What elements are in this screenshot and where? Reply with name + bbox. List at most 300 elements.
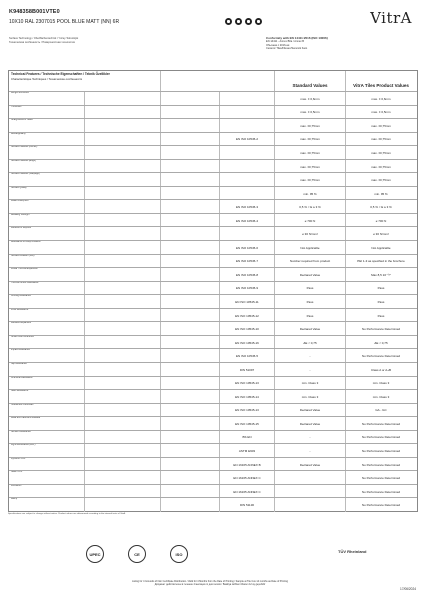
row-value-cell <box>346 282 416 296</box>
row-extra-cell <box>161 295 220 309</box>
row-value: ΔE < 0,75 <box>374 340 388 345</box>
row-label: Breaking Strength <box>11 213 30 216</box>
row-value-cell <box>346 404 416 418</box>
table-row <box>9 389 417 404</box>
row-standard-cell <box>220 322 275 336</box>
row-requirement: max. ± 0,6mm <box>300 96 320 101</box>
row-value: ≥ 700 N <box>375 218 387 223</box>
row-value-cell <box>346 390 416 404</box>
row-value: No Performance Determined <box>361 489 401 494</box>
row-requirement: max. ±0,75mm <box>300 150 320 155</box>
table-row <box>9 294 417 309</box>
row-requirement: 0,5 % < E ≤ 3 % <box>299 205 321 210</box>
row-label-cell <box>9 404 85 418</box>
row-requirement: Declared Value <box>299 272 321 277</box>
row-requirement: max. ±0,75mm <box>300 178 320 183</box>
row-standard <box>220 187 274 201</box>
row-value-cell <box>346 336 416 350</box>
row-req-cell <box>275 214 346 228</box>
row-value-cell <box>346 200 416 214</box>
row-label: Slip Resistance <box>11 362 27 365</box>
row-value: No Performance Determined <box>361 327 401 332</box>
row-label: Surface Quality <box>11 186 27 189</box>
row-extra-cell <box>161 200 220 214</box>
tuv-badge <box>338 549 366 554</box>
row-label: Static COF <box>11 471 23 474</box>
row-req-cell <box>275 255 346 269</box>
table-row <box>9 199 417 214</box>
row-req-cell <box>275 404 346 418</box>
row-value-cell <box>346 146 416 160</box>
row-label-cell <box>9 349 85 363</box>
row-value-cell <box>346 349 416 363</box>
row-value: min. Class 3 <box>372 394 390 399</box>
row-value: Class A or A+B <box>371 367 391 372</box>
row-label-cell <box>9 458 85 472</box>
header-feature-label-2: Characteristique Techniques / Технические особенности <box>11 77 83 81</box>
row-extra-cell <box>161 363 220 377</box>
row-standard-cell <box>220 268 275 282</box>
row-req-cell <box>275 322 346 336</box>
row-standard-cell <box>220 92 275 106</box>
row-label: Surface Flatness (Center) <box>11 146 38 149</box>
row-value: ≥ 30 N/mm² <box>373 232 389 237</box>
certification-line2: Обычная с 2016-ая <box>266 43 290 47</box>
row-value-cell <box>346 295 416 309</box>
row-standard: EN ISO 10545-15 <box>235 421 259 426</box>
row-translation-cell <box>85 431 161 445</box>
row-label: Modulus of Rupture <box>11 227 32 230</box>
row-standard-cell <box>220 390 275 404</box>
subtitle-line-1: Surface Technology / Oberflächentechnik / Yüzey Teknolojisi <box>9 37 79 40</box>
row-label-cell <box>9 431 85 445</box>
row-extra-cell <box>161 241 220 255</box>
row-value: max. ±0,75mm <box>371 150 391 155</box>
row-label-cell <box>9 498 85 512</box>
row-standard <box>220 146 274 160</box>
table-row <box>9 403 417 418</box>
row-standard-cell <box>220 214 275 228</box>
row-req-cell <box>275 282 346 296</box>
row-label-cell <box>9 363 85 377</box>
row-value: No Performance Determined <box>361 476 401 481</box>
row-requirement: min. Class 3 <box>301 381 319 386</box>
row-requirement: ΔE < 0,75 <box>303 340 317 345</box>
row-standard-cell <box>220 241 275 255</box>
row-label: Water Absorption <box>11 200 29 203</box>
row-translation-cell <box>85 200 161 214</box>
row-standard <box>220 92 274 106</box>
product-name: 10X10 RAL 2307015 POOL BLUE MATT (NN) 6R <box>9 19 120 25</box>
row-req-cell <box>275 377 346 391</box>
row-requirement: ≥ 30 N/mm² <box>302 232 318 237</box>
row-label-cell <box>9 214 85 228</box>
row-standard: EN ISO 10545-16 <box>235 340 259 345</box>
table-row <box>9 213 417 228</box>
table-row <box>9 430 417 445</box>
row-requirement: min. 95 % <box>303 191 317 196</box>
row-standard-cell <box>220 309 275 323</box>
row-value-cell <box>346 458 416 472</box>
upec-badge <box>86 545 104 563</box>
row-req-cell <box>275 146 346 160</box>
row-value: max. ±0,75mm <box>371 164 391 169</box>
row-label: Thermal Shock Resistance <box>11 281 39 284</box>
row-label: Pendulum <box>11 484 22 487</box>
iso-badge-mark: ISO <box>170 545 188 563</box>
print-date: 17/06/2024 <box>400 587 416 591</box>
header-feature-cell <box>9 71 161 91</box>
row-requirement: Number required from product <box>289 259 331 264</box>
row-value-cell <box>346 119 416 133</box>
row-standard-cell <box>220 404 275 418</box>
row-value-cell <box>346 377 416 391</box>
row-translation-cell <box>85 404 161 418</box>
row-value: No Performance Determined <box>361 503 401 508</box>
row-standard-cell <box>220 295 275 309</box>
table-row <box>9 145 417 160</box>
row-value-cell <box>346 309 416 323</box>
row-value: Pass <box>377 313 385 318</box>
row-value-cell <box>346 417 416 431</box>
row-extra-cell <box>161 146 220 160</box>
ce-badge <box>128 545 146 563</box>
row-label: Light Reflectance (LRV) <box>11 444 36 447</box>
table-row <box>9 321 417 336</box>
row-value: max. ±0,75mm <box>371 137 391 142</box>
row-requirement: - <box>309 449 311 454</box>
row-standard <box>220 106 274 120</box>
row-value: min. Class 3 <box>372 381 390 386</box>
row-translation-cell <box>85 390 161 404</box>
row-value-cell <box>346 444 416 458</box>
table-row <box>9 159 417 174</box>
row-standard <box>220 227 274 241</box>
row-label-cell <box>9 92 85 106</box>
row-value-cell <box>346 241 416 255</box>
row-translation-cell <box>85 498 161 512</box>
header-product-cell <box>346 71 416 91</box>
row-requirement: max. ± 0,5mm <box>300 110 320 115</box>
row-standard: EN 16165 ANNEX C <box>233 489 261 494</box>
table-header-row <box>9 71 417 91</box>
brand-logo: VitrA <box>370 9 412 27</box>
row-label: Surface Flatness (Warpage) <box>11 173 40 176</box>
row-standard-cell <box>220 377 275 391</box>
row-standard <box>220 119 274 133</box>
row-label: Ramp <box>11 498 18 501</box>
table-row <box>9 226 417 241</box>
row-value-cell <box>346 322 416 336</box>
row-value-cell <box>346 160 416 174</box>
table-row <box>9 497 417 512</box>
row-standard: EN ISO 10545-10 <box>235 327 259 332</box>
row-translation-cell <box>85 214 161 228</box>
row-label: Surface Flatness (Edge) <box>11 159 36 162</box>
row-translation-cell <box>85 458 161 472</box>
row-label: Chemical Resistance <box>11 376 33 379</box>
certification-line3: Ceramic Tiles/Fliesen/Seramik Karo <box>266 46 308 50</box>
row-label-cell <box>9 146 85 160</box>
table-row <box>9 254 417 269</box>
row-standard-cell <box>220 485 275 499</box>
table-row <box>9 132 417 147</box>
row-value: No Performance Determined <box>361 421 401 426</box>
row-value-cell <box>346 471 416 485</box>
row-standard: EN ISO 10545-5 <box>235 354 258 359</box>
row-label: Dynamic COF <box>11 457 26 460</box>
row-extra-cell <box>161 485 220 499</box>
row-translation-cell <box>85 349 161 363</box>
row-translation-cell <box>85 471 161 485</box>
row-value: No Performance Determined <box>361 435 401 440</box>
row-requirement: Not Applicable <box>300 245 320 250</box>
row-label: Scratch Resistance <box>11 430 31 433</box>
row-req-cell <box>275 268 346 282</box>
row-extra-cell <box>161 268 220 282</box>
header-product-values: VitrA Tiles Product Values <box>353 83 409 88</box>
row-value: min. 95 % <box>374 191 388 196</box>
row-requirement: Declared Value <box>299 408 321 413</box>
row-extra-cell <box>161 377 220 391</box>
row-extra-cell <box>161 106 220 120</box>
row-extra-cell <box>161 336 220 350</box>
row-extra-cell <box>161 458 220 472</box>
certification-badges <box>8 545 416 575</box>
row-requirement: - <box>309 354 311 359</box>
certification-title: Conformity with EN 14411:2016 (ISO 13006) <box>266 36 328 40</box>
row-standard-cell <box>220 431 275 445</box>
row-standard-cell <box>220 444 275 458</box>
row-label-cell <box>9 268 85 282</box>
table-row <box>9 308 417 323</box>
row-extra-cell <box>161 390 220 404</box>
row-standard-cell <box>220 471 275 485</box>
row-standard-cell <box>220 282 275 296</box>
row-value-cell <box>346 431 416 445</box>
row-requirement: Pass <box>306 313 314 318</box>
footnote: Specifications are subject to change without notice. Product values are determined according to the internal tests of VitrA. <box>8 513 126 515</box>
row-label-cell <box>9 282 85 296</box>
row-requirement <box>275 485 345 499</box>
validity-line-1: Listing for 4 Grounds of Non Certificate Distribution / Valid for 4 Months from the Date of Printing / Sample at Tile Cos 14 months as Date of Printing <box>132 580 288 583</box>
row-req-cell <box>275 119 346 133</box>
row-requirement: min. Class 3 <box>301 394 319 399</box>
row-value-cell <box>346 173 416 187</box>
row-extra-cell <box>161 255 220 269</box>
tuv-badge-label: TÜV Rheinland <box>338 549 367 554</box>
row-req-cell <box>275 471 346 485</box>
row-req-cell <box>275 241 346 255</box>
row-translation-cell <box>85 92 161 106</box>
row-label-cell <box>9 187 85 201</box>
row-translation-cell <box>85 282 161 296</box>
row-value-cell <box>346 133 416 147</box>
row-standard: ASTM E903 <box>238 449 256 454</box>
row-standard: EN ISO 10545-13 <box>235 381 259 386</box>
row-standard-cell <box>220 458 275 472</box>
row-label-cell <box>9 336 85 350</box>
document-header <box>9 9 416 65</box>
row-requirement: - <box>309 367 311 372</box>
row-label-cell <box>9 444 85 458</box>
row-standard <box>220 160 274 174</box>
row-req-cell <box>275 295 346 309</box>
row-translation-cell <box>85 417 161 431</box>
row-label-cell <box>9 390 85 404</box>
table-row <box>9 362 417 377</box>
row-value: Not Applicable <box>371 245 391 250</box>
row-extra-cell <box>161 282 220 296</box>
table-row <box>9 443 417 458</box>
upec-badge-mark: UPEC <box>86 545 104 563</box>
validity-note <box>60 580 360 586</box>
row-value-cell <box>346 92 416 106</box>
row-standard-cell <box>220 160 275 174</box>
row-req-cell <box>275 200 346 214</box>
row-translation-cell <box>85 187 161 201</box>
row-extra-cell <box>161 160 220 174</box>
row-label: Surface Abrasion (PEI) <box>11 254 35 257</box>
row-extra-cell <box>161 417 220 431</box>
row-standard: DIN 51130 <box>239 503 255 508</box>
row-req-cell <box>275 227 346 241</box>
row-standard: EN ISO 10545-4 <box>235 218 258 223</box>
row-label-cell <box>9 295 85 309</box>
row-label: Rectangularity <box>11 132 26 135</box>
row-req-cell <box>275 485 346 499</box>
row-standard: EN ISO 10545-9 <box>235 286 258 291</box>
row-label-cell <box>9 160 85 174</box>
row-translation-cell <box>85 322 161 336</box>
row-extra-cell <box>161 404 220 418</box>
row-requirement: Pass <box>306 299 314 304</box>
row-label: Crazing Resistance <box>11 295 31 298</box>
row-label-cell <box>9 322 85 336</box>
row-label: Linear Thermal Expansion <box>11 268 38 271</box>
row-label: Straightness of Sides <box>11 119 33 122</box>
row-extra-cell <box>161 227 220 241</box>
floor-tile-icon <box>235 18 242 25</box>
product-code: K948358B001VTE0 <box>9 9 60 15</box>
row-translation-cell <box>85 363 161 377</box>
row-standard-cell <box>220 255 275 269</box>
row-standard-cell <box>220 227 275 241</box>
row-standard-cell <box>220 417 275 431</box>
row-requirement: Declared Value <box>299 462 321 467</box>
row-translation-cell <box>85 309 161 323</box>
row-value-cell <box>346 106 416 120</box>
row-requirement: max. ±0,75mm <box>300 164 320 169</box>
row-label: Household Chemicals <box>11 403 34 406</box>
row-req-cell <box>275 417 346 431</box>
row-translation-cell <box>85 173 161 187</box>
row-value-cell <box>346 485 416 499</box>
row-standard: EN ISO 10545-7 <box>235 259 258 264</box>
row-extra-cell <box>161 187 220 201</box>
row-standard: EN ISO 10545-8 <box>235 272 258 277</box>
table-row <box>9 105 417 120</box>
row-standard: EN ISO 10545-13 <box>235 408 259 413</box>
table-row <box>9 267 417 282</box>
row-extra-cell <box>161 444 220 458</box>
row-label-cell <box>9 173 85 187</box>
row-extra-cell <box>161 498 220 512</box>
row-label-cell <box>9 471 85 485</box>
row-translation-cell <box>85 336 161 350</box>
frost-icon <box>245 18 252 25</box>
row-value: max. ± 0,6mm <box>371 96 391 101</box>
table-row <box>9 457 417 472</box>
row-extra-cell <box>161 119 220 133</box>
row-standard: DIN 51097 <box>239 367 255 372</box>
row-req-cell <box>275 92 346 106</box>
row-label-cell <box>9 417 85 431</box>
row-value: GA - GC <box>375 408 387 413</box>
row-extra-cell <box>161 431 220 445</box>
header-standard-cell <box>275 71 346 91</box>
row-req-cell <box>275 160 346 174</box>
row-translation-cell <box>85 133 161 147</box>
row-value-cell <box>346 227 416 241</box>
row-translation-cell <box>85 377 161 391</box>
outdoor-icon <box>255 18 262 25</box>
row-standard-cell <box>220 133 275 147</box>
row-label-cell <box>9 133 85 147</box>
row-req-cell <box>275 309 346 323</box>
subtitle-line-2: Техническая особенность / Поверхностная технология <box>9 41 75 44</box>
row-requirement: Pass <box>306 286 314 291</box>
row-translation-cell <box>85 255 161 269</box>
table-row <box>9 470 417 485</box>
row-label-cell <box>9 241 85 255</box>
row-standard-cell <box>220 187 275 201</box>
row-label: Moisture Expansion <box>11 322 32 325</box>
header-blank-cell <box>220 71 275 91</box>
row-requirement: Declared Value <box>299 421 321 426</box>
row-req-cell <box>275 390 346 404</box>
row-requirement: max. ±0,75mm <box>300 123 320 128</box>
row-translation-cell <box>85 241 161 255</box>
row-translation-cell <box>85 444 161 458</box>
row-value-cell <box>346 214 416 228</box>
row-req-cell <box>275 173 346 187</box>
row-extra-cell <box>161 322 220 336</box>
row-translation-cell <box>85 268 161 282</box>
row-label: Stain Resistance <box>11 390 29 393</box>
row-extra-cell <box>161 173 220 187</box>
row-label: Thickness <box>11 105 22 108</box>
table-row <box>9 335 417 350</box>
row-translation-cell <box>85 119 161 133</box>
row-value-cell <box>346 268 416 282</box>
table-row <box>9 484 417 499</box>
row-label-cell <box>9 119 85 133</box>
row-value: max. ±0,75mm <box>371 123 391 128</box>
technical-table <box>8 70 418 512</box>
row-label-cell <box>9 377 85 391</box>
row-translation-cell <box>85 146 161 160</box>
row-requirement: - <box>309 435 311 440</box>
row-req-cell <box>275 458 346 472</box>
row-label-cell <box>9 227 85 241</box>
row-extra-cell <box>161 214 220 228</box>
row-label-cell <box>9 255 85 269</box>
row-value-cell <box>346 363 416 377</box>
row-requirement: max. ±0,75mm <box>300 137 320 142</box>
row-label: Length and Width <box>11 92 30 94</box>
row-req-cell <box>275 336 346 350</box>
